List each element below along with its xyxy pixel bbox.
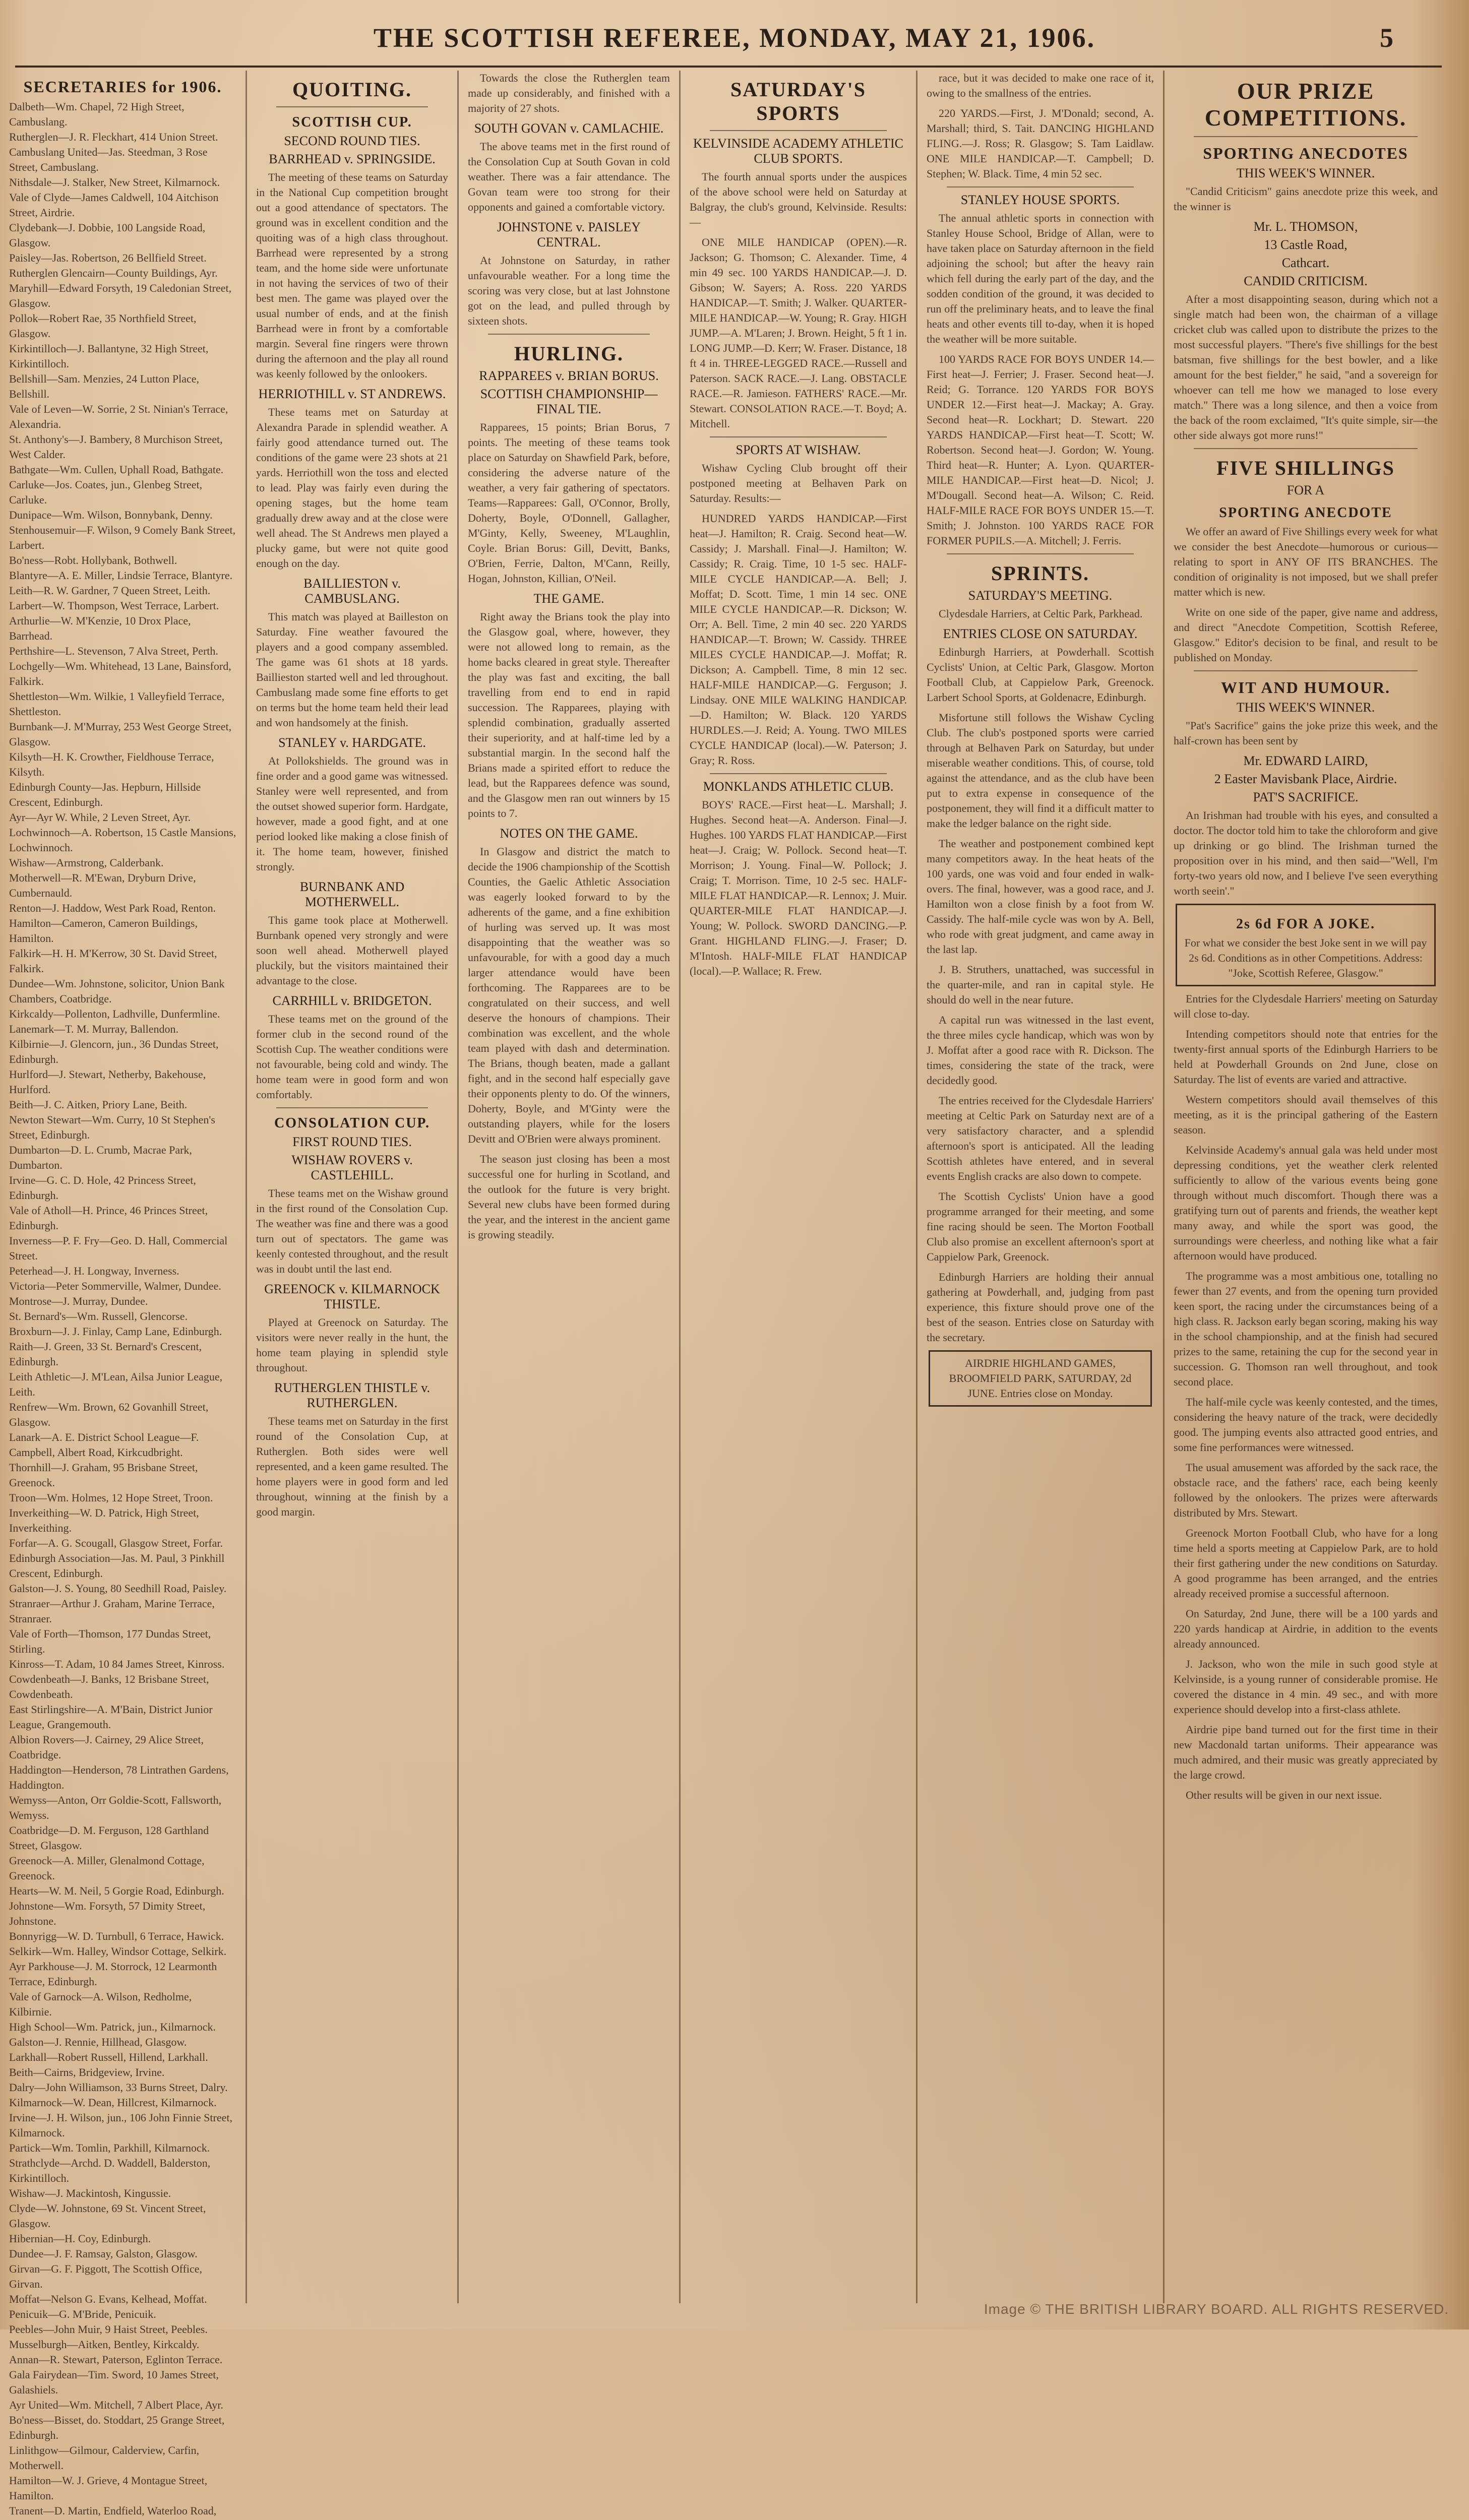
sports-note: Kelvinside Academy's annual gala was held under most depressing conditions, yet the weather clerk relented sufficiently to allow of the various events being gone through without much discomfort. Though there was a gratifying turn out of parents and friends, the weather kept many away, and while the sport was good, the surroundings were cheerless, and nothing like what a fair afternoon would have produced. [1174, 1144, 1438, 1262]
secretary-entry: Ayr United—Wm. Mitchell, 7 Albert Place, Ayr. [9, 2399, 223, 2411]
secretary-entry: St. Bernard's—Wm. Russell, Glencorse. [9, 1310, 188, 1322]
secretary-entry: Kinross—T. Adam, 10 84 James Street, Kinross. [9, 1658, 225, 1670]
the-game-subheading: THE GAME. [533, 591, 604, 606]
secretary-entry: Inverkeithing—W. D. Patrick, High Street, Inverkeithing. [9, 1506, 199, 1534]
second-round-subheading: SECOND ROUND TIES. [284, 134, 420, 148]
divider [1194, 136, 1418, 137]
secretaries-list [9, 99, 236, 2520]
secretary-entry: Dalbeth—Wm. Chapel, 72 High Street, Cambuslang. [9, 100, 185, 128]
sports-note: Western competitors should avail themselves of this meeting, as it is the principal gathering of the Eastern season. [1174, 1093, 1438, 1136]
sports-note: J. Jackson, who won the mile in such good style at Kelvinside, is a young runner of considerable promise. He covered the distance in 4 min. 49 sec., and with more experience should develop into a first-class athlete. [1174, 1658, 1438, 1716]
secretary-entry: Vale of Leven—W. Sorrie, 2 St. Ninian's Terrace, Alexandria. [9, 403, 228, 430]
secretary-entry: Leith—R. W. Gardner, 7 Queen Street, Leith. [9, 584, 211, 597]
divider [1194, 448, 1418, 449]
secretary-entry: Beith—Cairns, Bridgeview, Irvine. [9, 2066, 165, 2078]
secretary-entry: Falkirk—H. H. M'Kerrow, 30 St. David Street, Falkirk. [9, 947, 217, 975]
secretary-entry: Hibernian—H. Coy, Edinburgh. [9, 2232, 151, 2245]
secretary-entry: Annan—R. Stewart, Paterson, Eglinton Terrace. [9, 2353, 223, 2366]
match-heading: SOUTH GOVAN v. CAMLACHIE. [474, 121, 664, 136]
secretary-entry: Penicuik—G. M'Bride, Penicuik. [9, 2308, 156, 2320]
secretary-entry: Gala Fairydean—Tim. Sword, 10 James Street, Galashiels. [9, 2368, 219, 2396]
secretary-entry: Clydebank—J. Dobbie, 100 Langside Road, Glasgow. [9, 221, 206, 249]
match-report: These teams met on the ground of the former club in the second round of the Scottish Cup. The weather conditions were not favourable, being cold and windy. The home team were in good form and won comfortably. [256, 1013, 448, 1101]
secretary-entry: Galston—J. S. Young, 80 Seedhill Road, Paisley. [9, 1582, 227, 1595]
meeting-report: Wishaw Cycling Club brought off their postponed meeting at Belhaven Park on Saturday. Results:— [690, 462, 907, 505]
notes-subheading: NOTES ON THE GAME. [500, 826, 638, 841]
secretary-entry: Moffat—Nelson G. Evans, Kelhead, Moffat. [9, 2293, 207, 2305]
divider [947, 186, 1134, 187]
secretary-entry: Renfrew—Wm. Brown, 62 Govanhill Street, Glasgow. [9, 1401, 209, 1428]
sprints-notes: Edinburgh Harriers are holding their annual gathering at Powderhall, and, judging from past experience, this fixture should prove one of the best of the season. Entries close on Saturday with the secretary. [927, 1271, 1154, 1344]
secretary-entry: Paisley—Jas. Robertson, 26 Bellfield Street. [9, 251, 207, 264]
match-heading: HERRIOTHILL v. ST ANDREWS. [258, 387, 446, 401]
meeting-heading: MONKLANDS ATHLETIC CLUB. [703, 779, 894, 794]
secretary-entry: Lanemark—T. M. Murray, Ballendon. [9, 1023, 179, 1035]
joke-title: PAT'S SACRIFICE. [1253, 790, 1359, 804]
match-notes: The season just closing has been a most successful one for hurling in Scotland, and the outlook for the future is very bright. Several new clubs have been formed during the year, and the interest in the ancient game is growing steadily. [468, 1153, 670, 1241]
secretary-entry: Kilmarnock—W. Dean, Hillcrest, Kilmarnock. [9, 2096, 217, 2109]
sports-note: Greenock Morton Football Club, who have for a long time held a sports meeting at Cappielow Park, are to hold their first gathering under the new conditions on Saturday. A good programme has been arranged, and the entries already received promise a successful afternoon. [1174, 1527, 1438, 1600]
secretary-entry: Cambuslang United—Jas. Steedman, 3 Rose Street, Cambuslang. [9, 146, 208, 173]
winner-label: THIS WEEK'S WINNER. [1236, 700, 1375, 715]
match-heading: BAILLIESTON v. CAMBUSLANG. [303, 576, 401, 606]
column-hurling [459, 71, 681, 2303]
sprints-notes: A capital run was witnessed in the last event, the three miles cycle handicap, which was won by J. Moffat after a good race with R. Dickson. The times, considering the state of the track, were decidedly good. [927, 1014, 1154, 1087]
secretary-entry: Thornhill—J. Graham, 95 Brisbane Street, Greenock. [9, 1461, 198, 1489]
column-sprints [917, 71, 1165, 2303]
secretary-entry: Nithsdale—J. Stalker, New Street, Kilmarnock. [9, 176, 220, 188]
secretary-entry: Cowdenbeath—J. Banks, 12 Brisbane Street, Cowdenbeath. [9, 1673, 209, 1700]
match-report: Rapparees, 15 points; Brian Borus, 7 points. The meeting of these teams took place on Saturday on Shawfield Park, before, considering the adverse nature of the weather, a very fair gathering of spectators. Teams—Rapparees: Gall, O'Connor, Brolly, Doherty, Boyle, O'Donnell, Gallagher, M'Ginty, Kelly, Sweeney, M'Laughlin, Coyle. Brian Borus: Gill, Devitt, Banks, O'Brien, Ferrie, Dalton, M'Cann, Reilly, Hogan, Johnston, Killian, O'Neil. [468, 421, 670, 585]
sporting-anecdotes-heading: SPORTING ANECDOTES [1203, 144, 1409, 162]
secretary-entry: Hamilton—W. J. Grieve, 4 Montague Street, Hamilton. [9, 2474, 208, 2502]
secretary-entry: Lochgelly—Wm. Whitehead, 13 Lane, Bainsford, Falkirk. [9, 660, 231, 687]
sports-note: The half-mile cycle was keenly contested, and the times, considering the heavy nature of the track, were decidedly good. The jumping events also attracted good entries, and some fine performances were witnessed. [1174, 1396, 1438, 1454]
match-report: The above teams met in the first round of the Consolation Cup at South Govan in cold weather. There was a fair attendance. The Govan team were too strong for their opponents and gained a comfortable victory. [468, 140, 670, 213]
meeting-heading: SPORTS AT WISHAW. [736, 443, 861, 457]
secretary-entry: Strathclyde—Archd. D. Waddell, Balderston, Kirkintilloch. [9, 2157, 211, 2184]
secretary-entry: Musselburgh—Aitken, Bentley, Kirkcaldy. [9, 2338, 200, 2351]
secretary-entry: Kilsyth—H. K. Crowther, Fieldhouse Terrace, Kilsyth. [9, 750, 214, 778]
sprints-notes: The entries received for the Clydesdale Harriers' meeting at Celtic Park on Saturday next are of a very satisfactory character, and a splendid afternoon's sport is anticipated. All the leading Scottish athletes have entered, and in several events English cracks are also down to compete. [927, 1094, 1154, 1182]
match-report: At Johnstone on Saturday, in rather unfavourable weather. For a long time the scoring was very close, but at last Johnstone got on the lead, and pulled through by sixteen shots. [468, 254, 670, 327]
sprints-notes: The weather and postponement combined kept many competitors away. In the heat heats of the 100 yards, one was void and four ended in walk-overs. The final, however, was a good race, and J. Hamilton won a close finish by a foot from W. Cassidy. The half-mile cycle was won by A. Bell, who rode with great judgment, and came away in the last lap. [927, 837, 1154, 956]
match-heading: CARRHILL v. BRIDGETON. [272, 993, 432, 1008]
secretary-entry: Bo'ness—Bisset, do. Stoddart, 25 Grange Street, Edinburgh. [9, 2414, 225, 2441]
secretary-entry: Maryhill—Edward Forsyth, 19 Caledonian Street, Glasgow. [9, 282, 232, 309]
match-report: Right away the Brians took the play into the Glasgow goal, where, however, they were not allowed long to remain, as the home backs cleared in great style. Thereafter the play was fast and exciting, the ball travelling from end to end in rapid succession. The Rapparees, playing with splendid combination, gradually asserted their superiority, and at half-time led by a substantial margin. In the second half the Brians made a spirited effort to reduce the lead, but the Rapparees defence was sound, and the Glasgow men ran out winners by 15 points to 7. [468, 610, 670, 820]
secretary-entry: Inverness—P. F. Fry—Geo. D. Hall, Commercial Street. [9, 1234, 228, 1262]
meeting-report: The annual athletic sports in connection with Stanley House School, Bridge of Allan, were to have taken place on Saturday afternoon in the field adjoining the school; but after the heavy rain which fell during the early part of the day, and the sodden condition of the ground, it was decided to run off the preliminary heats, and to leave the final heats and other events till to-day, when it is hoped the weather will be more suitable. [927, 212, 1154, 345]
continued-text: Towards the close the Rutherglen team made up considerably, and finished with a majority of 27 shots. [468, 72, 670, 114]
secretary-entry: Bathgate—Wm. Cullen, Uphall Road, Bathgate. [9, 463, 224, 476]
secretary-entry: Albion Rovers—J. Cairney, 29 Alice Street, Coatbridge. [9, 1733, 204, 1761]
match-report: The meeting of these teams on Saturday in the National Cup competition brought out a good attendance of spectators. The ground was in excellent condition and the quoiting was of a high class throughout. Barrhead were represented by a strong team, and the home side were unfortunate in not having the services of two of their best men. The game was played over the usual number of ends, and at the finish Barrhead were in front by a comfortable margin. Several fine ringers were thrown during the afternoon and the play all round was keenly followed by the onlookers. [256, 171, 448, 380]
sports-note: On Saturday, 2nd June, there will be a 100 yards and 220 yards handicap at Airdrie, in addition to the events already announced. [1174, 1607, 1438, 1650]
match-heading: GREENOCK v. KILMARNOCK THISTLE. [264, 1282, 440, 1311]
meeting-results: 220 YARDS.—First, J. M'Donald; second, A. Marshall; third, S. Tait. DANCING HIGHLAND FLING.—J. Ross; R. Glasgow; S. Tam Laidlaw. ONE MILE HANDICAP.—T. Campbell; D. Stephen; W. Black. Time, 4 min 52 sec. [927, 107, 1154, 180]
secretary-entry: Forfar—A. G. Scougall, Glasgow Street, Forfar. [9, 1537, 223, 1549]
secretary-entry: Motherwell—R. M'Ewan, Dryburn Drive, Cumbernauld. [9, 871, 196, 899]
secretary-entry: Wishaw—J. Mackintosh, Kingussie. [9, 2187, 171, 2199]
prize-rules: Write on one side of the paper, give name and address, and direct "Anecdote Competition, Scottish Referee, Glasgow." Editor's decision to be final, and result to be published on Monday. [1174, 606, 1438, 664]
secretary-entry: Ayr Parkhouse—J. M. Storrock, 12 Learmonth Terrace, Edinburgh. [9, 1960, 217, 1988]
secretary-entry: St. Anthony's—J. Bambery, 8 Murchison Street, West Calder. [9, 433, 223, 461]
secretary-entry: Rutherglen Glencairn—County Buildings, Ayr. [9, 267, 218, 279]
hurling-heading: HURLING. [514, 342, 624, 365]
secretary-entry: Larkhall—Robert Russell, Hillend, Larkhall. [9, 2051, 208, 2063]
prize-subheading: SPORTING ANECDOTE [1219, 505, 1392, 521]
page-number: 5 [1380, 23, 1393, 53]
secretary-entry: Lochwinnoch—A. Robertson, 15 Castle Mansions, Lochwinnoch. [9, 826, 236, 854]
winner-address: Cathcart. [1281, 256, 1330, 270]
sprints-notes: The Scottish Cyclists' Union have a good programme arranged for their meeting, and some fine racing should be seen. The Morton Football Club also promise an excellent afternoon's sport at Cappielow Park, Greenock. [927, 1190, 1154, 1263]
match-report: These teams met on Saturday at Alexandra Parade in splendid weather. A fairly good attendance turned out. The conditions of the game were 23 shots at 21 yards. Herriothill won the toss and elected to lead. Play was fairly even during the opening stages, but the home team gradually drew away and at the close were well ahead. The St Andrews men played a plucky game, but were not quite good enough on the day. [256, 406, 448, 570]
quoiting-heading: QUOITING. [292, 78, 412, 101]
secretary-entry: Blantyre—A. E. Miller, Lindsie Terrace, Blantyre. [9, 569, 233, 582]
prize-subheading: FOR A [1287, 483, 1325, 497]
meeting-results: HUNDRED YARDS HANDICAP.—First heat—J. Hamilton; R. Craig. Second heat—W. Cassidy; J. Marshall. Final—J. Hamilton; W. Cassidy; R. Craig. Time, 10 1-5 sec. HALF-MILE CYCLE HANDICAP.—A. Bell; J. Moffat; D. Scott. Time, 1 min 14 sec. ONE MILE CYCLE HANDICAP.—R. Dickson; W. Orr; A. Bell. Time, 2 min 40 sec. 220 YARDS HANDICAP.—T. Brown; W. Cassidy. THREE MILES CYCLE HANDICAP.—J. Moffat; R. Dickson; A. Campbell. Time, 8 min 12 sec. HALF-MILE HANDICAP.—G. Ferguson; J. Lindsay. ONE MILE WALKING HANDICAP.—D. Hamilton; W. Black. 120 YARDS HURDLES.—J. Reid; A. Young. TWO MILES CYCLE HANDICAP (local).—W. Paterson; J. Gray; R. Ross. [690, 512, 907, 767]
sports-note: Airdrie pipe band turned out for the first time in their new Macdonald tartan uniforms. Their appearance was much admired, and their music was greatly appreciated by the large crowd. [1174, 1723, 1438, 1781]
secretary-entry: Stranraer—Arthur J. Graham, Marine Terrace, Stranraer. [9, 1597, 215, 1625]
secretary-entry: Peebles—John Muir, 9 Haist Street, Peebles. [9, 2323, 208, 2336]
secretary-entry: Dumbarton—D. L. Crumb, Macrae Park, Dumbarton. [9, 1144, 192, 1171]
secretary-entry: East Stirlingshire—A. M'Bain, District Junior League, Grangemouth. [9, 1703, 213, 1731]
secretary-entry: Coatbridge—D. M. Ferguson, 128 Garthland Street, Glasgow. [9, 1824, 209, 1852]
secretary-entry: Ayr—Ayr W. While, 2 Leven Street, Ayr. [9, 811, 191, 824]
secretary-entry: Vale of Garnock—A. Wilson, Redholme, Kilbirnie. [9, 1990, 192, 2018]
advertisement-text: AIRDRIE HIGHLAND GAMES, BROOMFIELD PARK, SATURDAY, 2d JUNE. Entries close on Monday. [949, 1357, 1132, 1400]
secretary-entry: Carluke—Jos. Coates, jun., Glenbeg Street, Carluke. [9, 478, 203, 506]
secretary-entry: Clyde—W. Johnstone, 69 St. Vincent Street, Glasgow. [9, 2202, 206, 2230]
secretary-entry: Hamilton—Cameron, Cameron Buildings, Hamilton. [9, 917, 198, 944]
advertisement-box [929, 1350, 1152, 1407]
meeting-heading: STANLEY HOUSE SPORTS. [960, 193, 1120, 207]
sprints-notes: J. B. Struthers, unattached, was successful in the quarter-mile, and ran in capital style. He should do well in the near future. [927, 963, 1154, 1006]
secretary-entry: Shettleston—Wm. Wilkie, 1 Valleyfield Terrace, Shettleston. [9, 690, 225, 718]
secretary-entry: High School—Wm. Patrick, jun., Kilmarnock. [9, 2021, 216, 2033]
secretary-entry: Arthurlie—W. M'Kenzie, 10 Drox Place, Barrhead. [9, 614, 191, 642]
match-heading: JOHNSTONE v. PAISLEY CENTRAL. [497, 220, 641, 249]
masthead-rule [15, 66, 1442, 68]
winner-label: THIS WEEK'S WINNER. [1236, 166, 1375, 180]
secretary-entry: Johnstone—Wm. Forsyth, 57 Dimity Street, Johnstone. [9, 1900, 206, 1927]
secretary-entry: Newton Stewart—Wm. Curry, 10 St Stephen's Street, Edinburgh. [9, 1113, 215, 1141]
continued-text: race, but it was decided to make one race of it, owing to the smallness of the entries. [927, 72, 1154, 99]
five-shillings-heading: FIVE SHILLINGS [1216, 457, 1395, 479]
secretary-entry: Pollok—Robert Rae, 35 Northfield Street, Glasgow. [9, 312, 197, 340]
joke-text: An Irishman had trouble with his eyes, and consulted a doctor. The doctor told him to take the chloroform and give up drinking or go blind. The Irishman turned the proposition over in his mind, and then said—"Well, I'm forty-two years old now, and I believe I've seen everything worth seein'." [1174, 809, 1438, 897]
meeting-heading: KELVINSIDE ACADEMY ATHLETIC CLUB SPORTS. [693, 136, 903, 166]
match-report: Played at Greenock on Saturday. The visitors were never really in the hunt, the home team playing in splendid style throughout. [256, 1316, 448, 1374]
story-title: CANDID CRITICISM. [1244, 274, 1368, 288]
secretary-entry: Hearts—W. M. Neil, 5 Gorgie Road, Edinburgh. [9, 1884, 224, 1897]
secretary-entry: Montrose—J. Murray, Dundee. [9, 1295, 148, 1307]
secretary-entry: Peterhead—J. H. Longway, Inverness. [9, 1265, 179, 1277]
secretary-entry: Vale of Forth—Thomson, 177 Dundas Street, Stirling. [9, 1627, 211, 1655]
meeting-results: BOYS' RACE.—First heat—L. Marshall; J. Hughes. Second heat—A. Anderson. Final—J. Hughes. 100 YARDS FLAT HANDICAP.—First heat—J. Craig; W. Pollock. Second heat—T. Morrison; J. Young. Final—W. Pollock; J. Craig; T. Morrison. Time, 10 2-5 sec. HALF-MILE FLAT HANDICAP.—R. Lennox; J. Muir. QUARTER-MILE FLAT HANDICAP.—J. Young; W. Pollock. SWORD DANCING.—P. Grant. HIGHLAND FLING.—J. Fraser; D. M'Intosh. HALF-MILE FLAT HANDICAP (local).—P. Wallace; R. Frew. [690, 798, 907, 977]
meeting-listing: Clydesdale Harriers, at Celtic Park, Parkhead. [939, 607, 1143, 620]
sports-note: The usual amusement was afforded by the sack race, the obstacle race, and the fathers' race, each being keenly followed by the onlookers. The prizes were afterwards distributed by Mrs. Stewart. [1174, 1461, 1438, 1519]
winner-name: Mr. L. THOMSON, [1253, 219, 1358, 234]
saturdays-meeting-subheading: SATURDAY'S MEETING. [968, 588, 1113, 603]
secretary-entry: Kirkcaldy—Pollenton, Ladhville, Dunfermline. [9, 1007, 220, 1020]
match-notes: In Glasgow and district the match to decide the 1906 championship of the Scottish Counties, the Gaelic Athletic Association was eagerly looked forward to by the adherents of the game, and a fine exhibition of hurling was served up. It was most disappointing that the weather was so unfavourable, for with a good day a much larger attendance would have been forthcoming. The Rapparees are to be congratulated on their success, and well deserve the honours of champions. Their combination was excellent, and the whole team played with dash and determination. The Brians, though beaten, made a gallant fight, and in the second half especially gave their opponents plenty to do. Of the winners, Doherty, Boyle, and M'Ginty were the outstanding players, while for the losers Devitt and O'Brien were always prominent. [468, 845, 670, 1145]
wit-and-humour-heading: WIT AND HUMOUR. [1220, 678, 1391, 697]
secretary-entry: Rutherglen—J. R. Fleckhart, 414 Union Street. [9, 131, 218, 143]
column-saturdays-sports [681, 71, 917, 2303]
secretary-entry: Leith Athletic—J. M'Lean, Ailsa Junior League, Leith. [9, 1370, 223, 1398]
secretary-entry: Greenock—A. Miller, Glenalmond Cottage, Greenock. [9, 1854, 205, 1882]
divider [710, 773, 887, 774]
joke-prize-heading: 2s 6d FOR A JOKE. [1236, 916, 1375, 932]
consolation-cup-heading: CONSOLATION CUP. [274, 1115, 430, 1131]
sports-note: Entries for the Clydesdale Harriers' meeting on Saturday will close to-day. [1174, 992, 1438, 1020]
sprints-notes: Misfortune still follows the Wishaw Cycling Club. The club's postponed sports were carried through at Belhaven Park on Saturday, but under miserable weather conditions. This, of course, told against the attendance, and as the club have been put to extra expense in consequence of the postponement, they will find it a difficult matter to make the ledger balance on the right side. [927, 711, 1154, 830]
secretary-entry: Larbert—W. Thompson, West Terrace, Larbert. [9, 599, 219, 612]
joke-prize-box [1176, 904, 1436, 986]
secretary-entry: Edinburgh County—Jas. Hepburn, Hillside Crescent, Edinburgh. [9, 781, 201, 808]
secretary-entry: Partick—Wm. Tomlin, Parkhill, Kilmarnock. [9, 2141, 210, 2154]
championship-subheading: SCOTTISH CHAMPIONSHIP—FINAL TIE. [480, 387, 658, 416]
sports-note: Intending competitors should note that entries for the twenty-first annual sports of the Edinburgh Harriers to be held at Powderhall Grounds on 2nd June, close on Saturday. The list of events are varied and attractive. [1174, 1028, 1438, 1086]
secretary-entry: Bonnyrigg—W. D. Turnbull, 6 Terrace, Hawick. [9, 1930, 224, 1942]
secretary-entry: Beith—J. C. Aitken, Priory Lane, Beith. [9, 1098, 188, 1111]
story-text: After a most disappointing season, during which not a single match had been won, the chairman of a village cricket club was called upon to distribute the prizes to the most successful players. "There's five shillings for the best batsman, five shillings for the best bowler, and a like amount for the best fielder," he said, "and a sovereign for whoever can tell me how we managed to lose every match." There was a long silence, and then a voice from the back of the room exclaimed, "It's quite simple, sir—the other side always got more runs!" [1174, 293, 1438, 442]
secretary-entry: Dundee—Wm. Johnstone, solicitor, Union Bank Chambers, Coatbridge. [9, 977, 225, 1005]
column-quoiting [247, 71, 459, 2303]
scottish-cup-heading: SCOTTISH CUP. [292, 114, 412, 130]
match-report: This match was played at Bailleston on Saturday. Fine weather favoured the players and a good company assembled. The game was 61 shots at 18 yards. Baillieston started well and led throughout. Cambuslang made some fine efforts to get on terms but the home team held their lead and won handsomely at the finish. [256, 610, 448, 729]
prize-text: We offer an award of Five Shillings every week for what we consider the best Anecdote—humorous or curious—relating to sport in ANY OF ITS BRANCHES. The condition of originality is not imposed, but we shall prefer matter which is new. [1174, 525, 1438, 598]
secretary-entry: Perthshire—L. Stevenson, 7 Alva Street, Perth. [9, 645, 218, 657]
secretary-entry: Hurlford—J. Stewart, Netherby, Bakehouse, Hurlford. [9, 1068, 206, 1096]
secretary-entry: Renton—J. Haddow, West Park Road, Renton. [9, 902, 216, 914]
match-report: This game took place at Motherwell. Burnbank opened very strongly and were soon well ahead. Motherwell played pluckily, but the visitors maintained their advantage to the close. [256, 914, 448, 987]
column-secretaries [0, 71, 247, 2517]
first-round-subheading: FIRST ROUND TIES. [292, 1135, 412, 1149]
secretary-entry: Kirkintilloch—J. Ballantyne, 32 High Street, Kirkintilloch. [9, 342, 209, 370]
saturdays-sports-heading: SATURDAY'S SPORTS [730, 78, 866, 124]
secretary-entry: Irvine—G. C. D. Hole, 42 Princess Street, Edinburgh. [9, 1174, 196, 1202]
secretary-entry: Vale of Clyde—James Caldwell, 104 Aitchison Street, Airdrie. [9, 191, 219, 219]
secretary-entry: Victoria—Peter Sommerville, Walmer, Dundee. [9, 1280, 221, 1292]
secretary-entry: Raith—J. Green, 33 St. Bernard's Crescent, Edinburgh. [9, 1340, 202, 1368]
match-heading: BARRHEAD v. SPRINGSIDE. [269, 152, 436, 166]
secretary-entry: Burnbank—J. M'Murray, 253 West George Street, Glasgow. [9, 720, 232, 748]
masthead [0, 22, 1469, 65]
copyright-credit: Image © THE BRITISH LIBRARY BOARD. ALL RIGHTS RESERVED. [984, 2301, 1449, 2317]
winner-text: "Pat's Sacrifice" gains the joke prize this week, and the half-crown has been sent by [1174, 719, 1438, 747]
secretary-entry: Linlithgow—Gilmour, Calderview, Carfin, Motherwell. [9, 2444, 200, 2472]
masthead-title: THE SCOTTISH REFEREE, MONDAY, MAY 21, 1906. [373, 23, 1096, 53]
sports-note: The programme was a most ambitious one, totalling no fewer than 27 events, and from the opening turn provided keen sport, the racing under the circumstances being of a high class. R. Jackson early began scoring, making his way in the school championship, and at the finish had secured prizes to the same, retaining the cup for the second year in succession. G. Thomson ran well throughout, and took second place. [1174, 1270, 1438, 1388]
secretary-entry: Tranent—D. Martin, Endfield, Waterloo Road, [9, 2504, 217, 2517]
secretary-entry: Kilbirnie—J. Glencorn, jun., 36 Dundas Street, Edinburgh. [9, 1038, 219, 1065]
secretary-entry: Vale of Atholl—H. Prince, 46 Princes Street, Edinburgh. [9, 1204, 208, 1232]
secretaries-heading: SECRETARIES for 1906. [23, 78, 222, 96]
divider [276, 1107, 428, 1108]
winner-address: 2 Easter Mavisbank Place, Airdrie. [1214, 772, 1397, 786]
secretary-entry: Bellshill—Sam. Menzies, 24 Lutton Place, Bellshill. [9, 372, 200, 400]
secretary-entry: Dunipace—Wm. Wilson, Bonnybank, Denny. [9, 509, 213, 521]
secretary-entry: Broxburn—J. J. Finlay, Camp Lane, Edinburgh. [9, 1325, 222, 1338]
divider [1194, 670, 1418, 671]
meeting-results: ONE MILE HANDICAP (OPEN).—R. Jackson; G. Thomson; C. Alexander. Time, 4 min 49 sec. 100 YARDS HANDICAP.—J. D. Gibson; W. Sayers; A. Ross. 220 YARDS HANDICAP.—T. Smith; J. Walker. QUARTER-MILE HANDICAP.—W. Young; R. Gray. HIGH JUMP.—A. M'Laren; J. Brown. Height, 5 ft 1 in. LONG JUMP.—D. Kerr; W. Fraser. Distance, 18 ft 4 in. THREE-LEGGED RACE.—Russell and Paterson. SACK RACE.—J. Lang. OBSTACLE RACE.—R. Jamieson. FATHERS' RACE.—Mr. Stewart. CONSOLATION RACE.—T. Boyd; A. Mitchell. [690, 236, 907, 430]
match-heading: BURNBANK AND MOTHERWELL. [299, 879, 405, 909]
secretary-entry: Bo'ness—Robt. Hollybank, Bothwell. [9, 554, 177, 566]
secretary-entry: Wishaw—Armstrong, Calderbank. [9, 856, 164, 869]
entries-close-subheading: ENTRIES CLOSE ON SATURDAY. [943, 626, 1138, 641]
match-heading: RUTHERGLEN THISTLE v. RUTHERGLEN. [274, 1380, 431, 1410]
secretary-entry: Stenhousemuir—F. Wilson, 9 Comely Bank Street, Larbert. [9, 524, 236, 551]
secretary-entry: Dalry—John Williamson, 33 Burns Street, Dalry. [9, 2081, 228, 2094]
match-heading: STANLEY v. HARDGATE. [278, 735, 426, 750]
secretary-entry: Haddington—Henderson, 78 Lintrathen Gardens, Haddington. [9, 1763, 229, 1791]
prize-competitions-heading: OUR PRIZE COMPETITIONS. [1204, 78, 1407, 131]
secretary-entry: Girvan—G. F. Piggott, The Scottish Office, Girvan. [9, 2262, 203, 2290]
winner-address: 13 Castle Road, [1264, 237, 1348, 252]
secretary-entry: Galston—J. Rennie, Hillhead, Glasgow. [9, 2036, 187, 2048]
sprints-heading: SPRINTS. [991, 562, 1089, 585]
secretary-entry: Wemyss—Anton, Orr Goldie-Scott, Fallsworth, Wemyss. [9, 1794, 222, 1821]
column-prize-competitions [1165, 71, 1447, 2303]
divider [710, 436, 887, 437]
match-report: These teams met on the Wishaw ground in the first round of the Consolation Cup. The weather was fine and there was a good turn out of spectators. The game was keenly contested throughout, and the result was in doubt until the last end. [256, 1187, 448, 1275]
match-heading: WISHAW ROVERS v. CASTLEHILL. [291, 1153, 413, 1182]
secretary-entry: Dundee—J. F. Ramsay, Galston, Glasgow. [9, 2247, 198, 2260]
match-report: These teams met on Saturday in the first round of the Consolation Cup, at Rutherglen. Both sides were well represented, and a keen game resulted. The home players were in good form and led throughout, winning at the finish by a good margin. [256, 1415, 448, 1518]
sports-note: Other results will be given in our next issue. [1186, 1789, 1382, 1801]
divider [276, 106, 428, 107]
meeting-listing: Edinburgh Harriers, at Powderhall. Scottish Cyclists' Union, at Celtic Park, Glasgow. Morton Football Club, at Cappielow Park, Greenock. Larbert School Sports, at Goldenacre, Edinburgh. [927, 646, 1154, 704]
divider [947, 553, 1134, 554]
winner-name: Mr. EDWARD LAIRD, [1243, 753, 1368, 768]
joke-prize-text: For what we consider the best Joke sent in we will pay 2s 6d. Conditions as in other Competitions. Address: "Joke, Scottish Referee, Glasgow." [1184, 936, 1427, 979]
secretary-entry: Selkirk—Wm. Halley, Windsor Cottage, Selkirk. [9, 1945, 227, 1958]
secretary-entry: Irvine—J. H. Wilson, jun., 106 John Finnie Street, Kilmarnock. [9, 2111, 232, 2139]
match-heading: RAPPAREES v. BRIAN BORUS. [479, 368, 659, 383]
meeting-report: The fourth annual sports under the auspices of the above school were held on Saturday at Balgray, the club's ground, Kelvinside. Results:— [690, 170, 907, 228]
match-report: At Pollokshields. The ground was in fine order and a good game was witnessed. Stanley were well represented, and from the outset showed superior form. Hardgate, however, made a good fight, and at one period looked like making a close finish of it. The home team, however, finished strongly. [256, 754, 448, 873]
winner-text: "Candid Criticism" gains anecdote prize this week, and the winner is [1174, 185, 1438, 213]
secretary-entry: Lanark—A. E. District School League—F. Campbell, Albert Road, Kirkcudbright. [9, 1431, 199, 1459]
meeting-results: 100 YARDS RACE FOR BOYS UNDER 14.—First heat—J. Ferrier; J. Fraser. Second heat—J. Reid; G. Torrance. 120 YARDS FOR BOYS UNDER 12.—First heat—J. Mackay; A. Gray. Second heat—R. Lockhart; D. Stewart. 220 YARDS HANDICAP.—First heat—T. Scott; W. Robertson. Second heat—J. Gordon; W. Young. Third heat—R. Hunter; A. Lyon. QUARTER-MILE HANDICAP.—First heat—D. Nicol; J. M'Dougall. Second heat—A. Wilson; C. Reid. HALF-MILE RACE FOR BOYS UNDER 15.—T. Smith; J. Johnston. 100 YARDS RACE FOR FORMER PUPILS.—A. Mitchell; J. Ferris. [927, 353, 1154, 547]
secretary-entry: Edinburgh Association—Jas. M. Paul, 3 Pinkhill Crescent, Edinburgh. [9, 1552, 225, 1580]
divider [488, 334, 650, 335]
divider [710, 130, 887, 131]
secretary-entry: Troon—Wm. Holmes, 12 Hope Street, Troon. [9, 1491, 213, 1504]
